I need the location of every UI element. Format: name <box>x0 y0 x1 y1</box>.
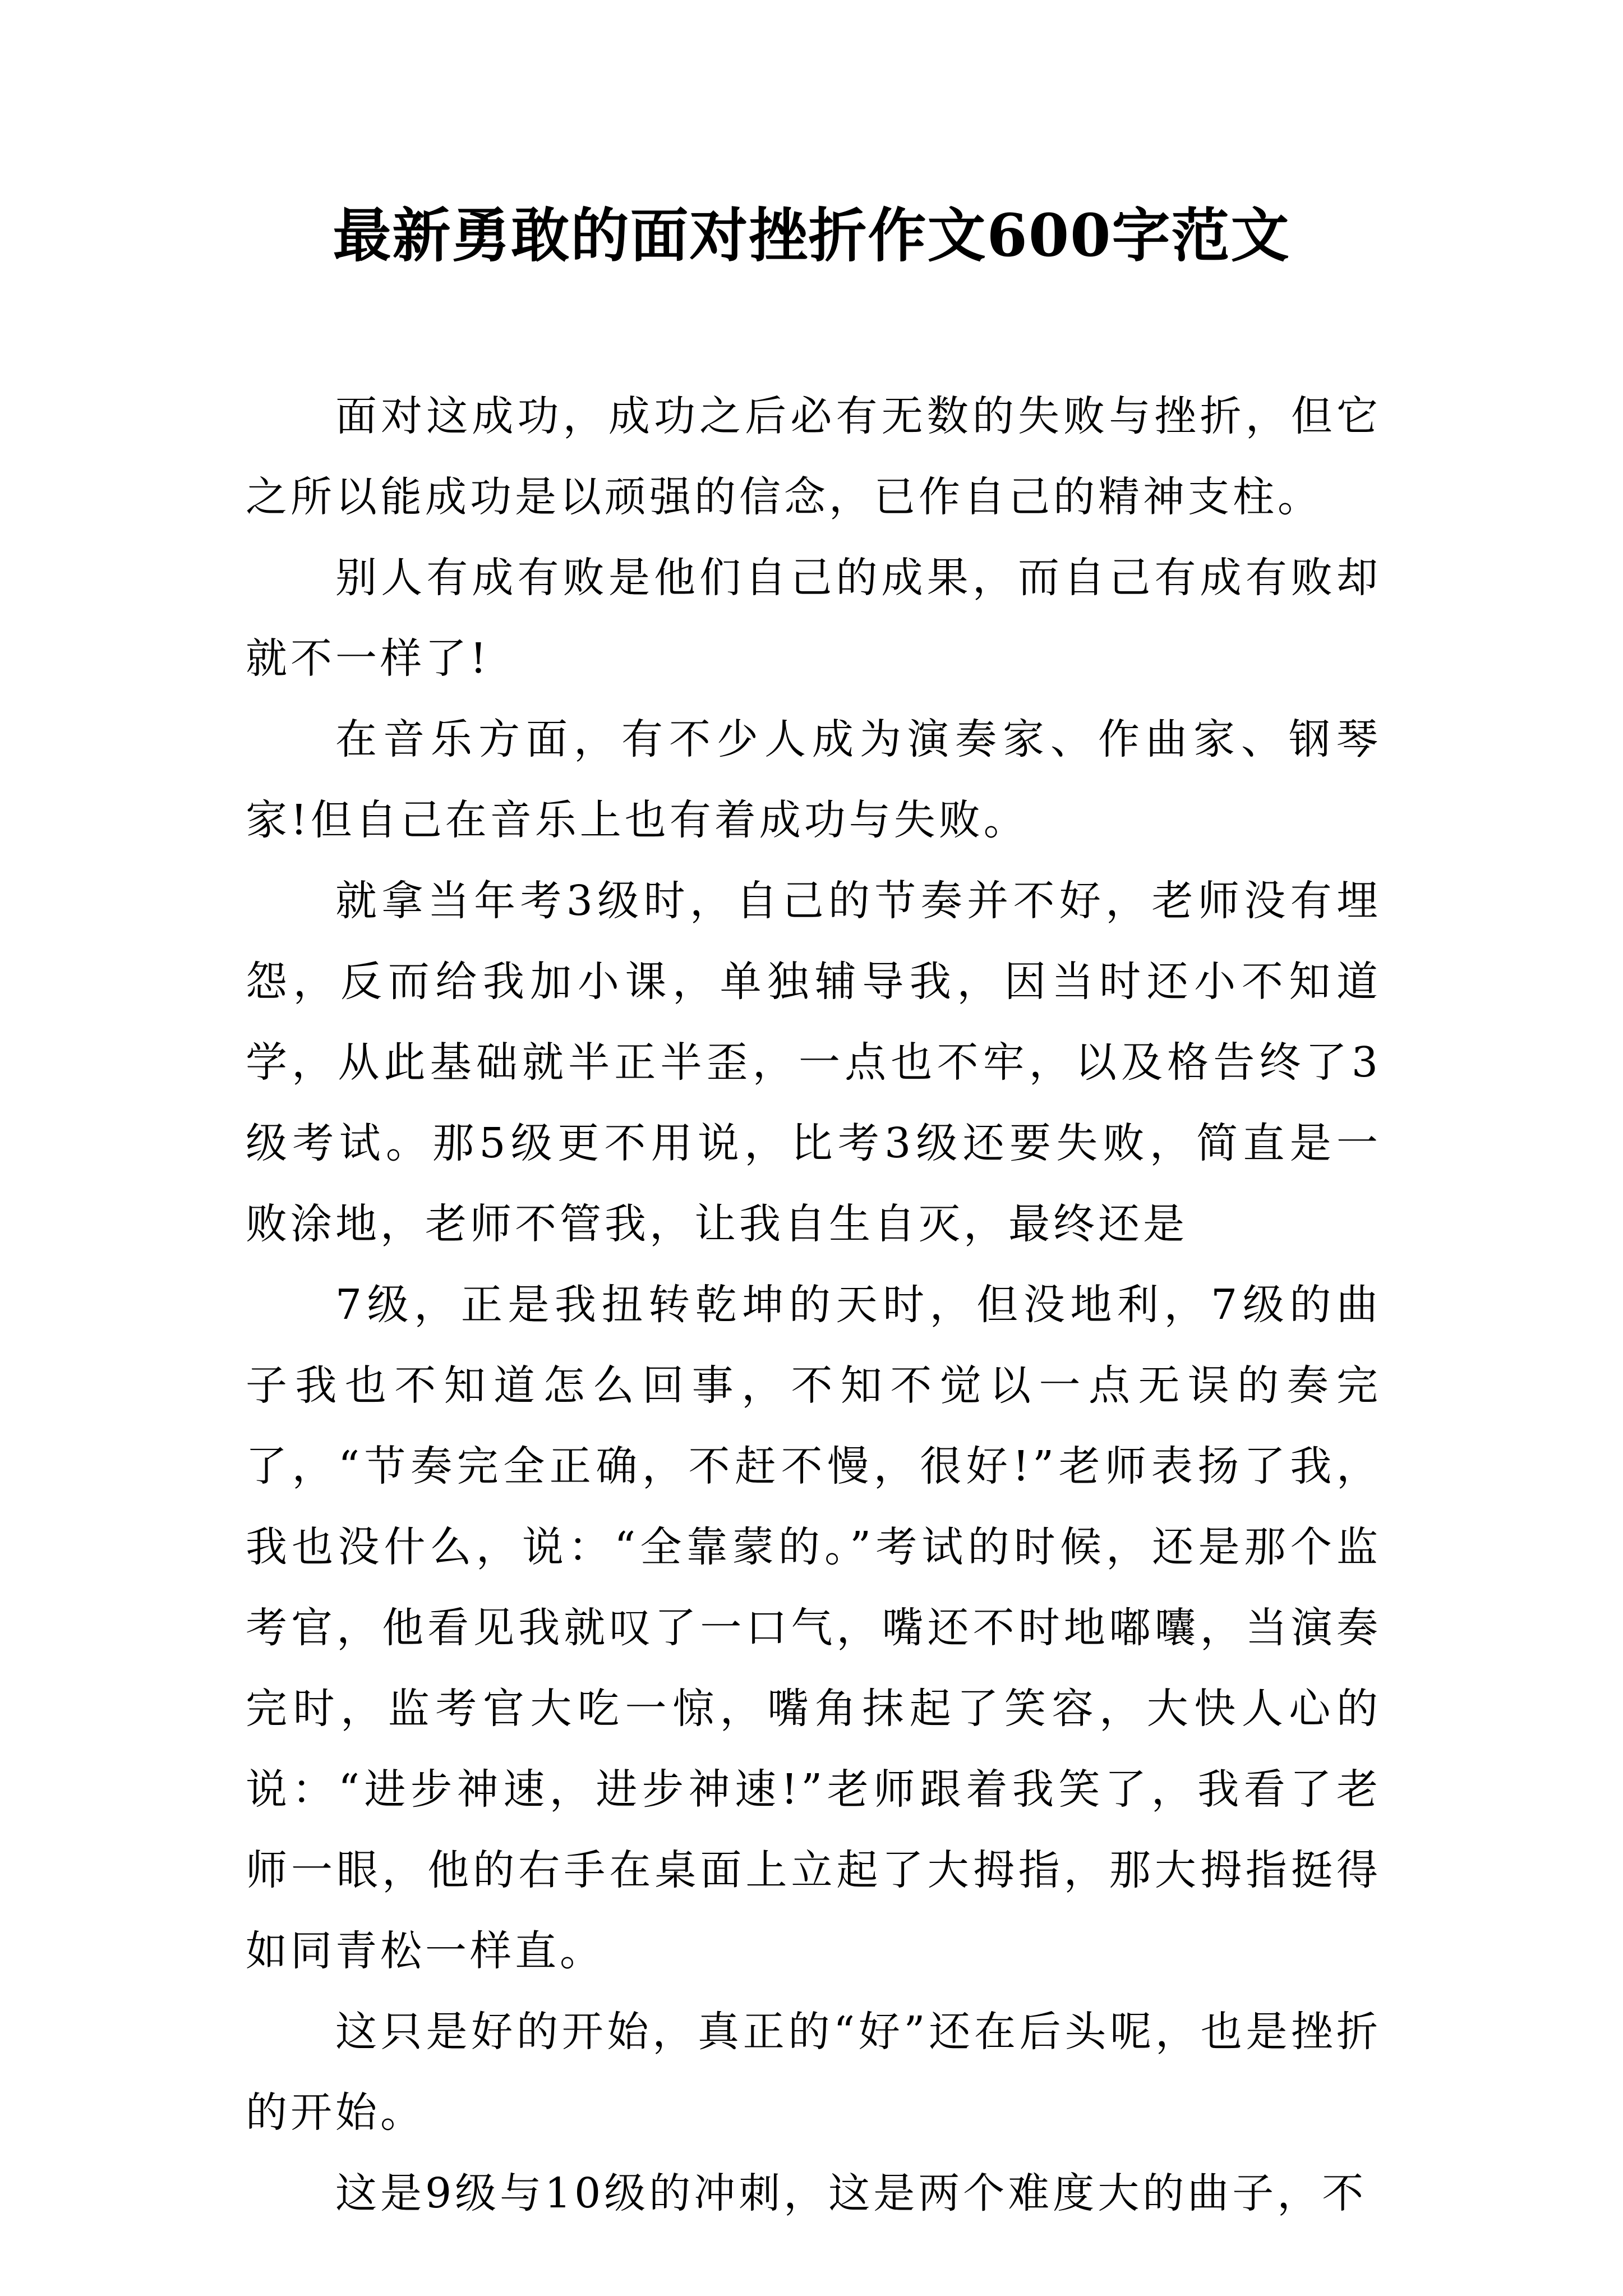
paragraph: 面对这成功，成功之后必有无数的失败与挫折，但它之所以能成功是以顽强的信念，已作自己的精神支柱。 <box>246 392 1381 521</box>
paragraph: 这只是好的开始，真正的“好”还在后头呢，也是挫折的开始。 <box>246 2008 1381 2137</box>
paragraph: 7级，正是我扭转乾坤的天时，但没地利，7级的曲子我也不知道怎么回事，不知不觉以一点无误的奏完了，“节奏完全正确，不赶不慢，很好!”老师表扬了我，我也没什么，说：“全靠蒙的。”考试的时候，还是那个监考官，他看见我就叹了一口气，嘴还不时地嘟囔，当演奏完时，监考官大吃一惊，嘴角抹起了笑容，大快人心的说：“进步神速，进步神速!”老师跟着我笑了，我看了老师一眼，他的右手在桌面上立起了大拇指，那大拇指挺得如同青松一样直。 <box>246 1281 1381 1975</box>
paragraph: 就拿当年考3级时，自己的节奏并不好，老师没有埋怨，反而给我加小课，单独辅导我，因当时还小不知道学，从此基础就半正半歪，一点也不牢，以及格告终了3级考试。那5级更不用说，比考3级还要失败，简直是一败涂地，老师不管我，让我自生自灭，最终还是 <box>246 877 1381 1248</box>
paragraph: 在音乐方面，有不少人成为演奏家、作曲家、钢琴家!但自己在音乐上也有着成功与失败。 <box>246 715 1381 844</box>
paragraph: 别人有成有败是他们自己的成果，而自己有成有败却就不一样了! <box>246 554 1381 683</box>
paragraph: 这是9级与10级的冲刺，这是两个难度大的曲子，不 <box>335 2169 1367 2217</box>
document-title: 最新勇敢的面对挫折作文600字范文 <box>333 201 1290 270</box>
document-body <box>246 376 1381 2234</box>
